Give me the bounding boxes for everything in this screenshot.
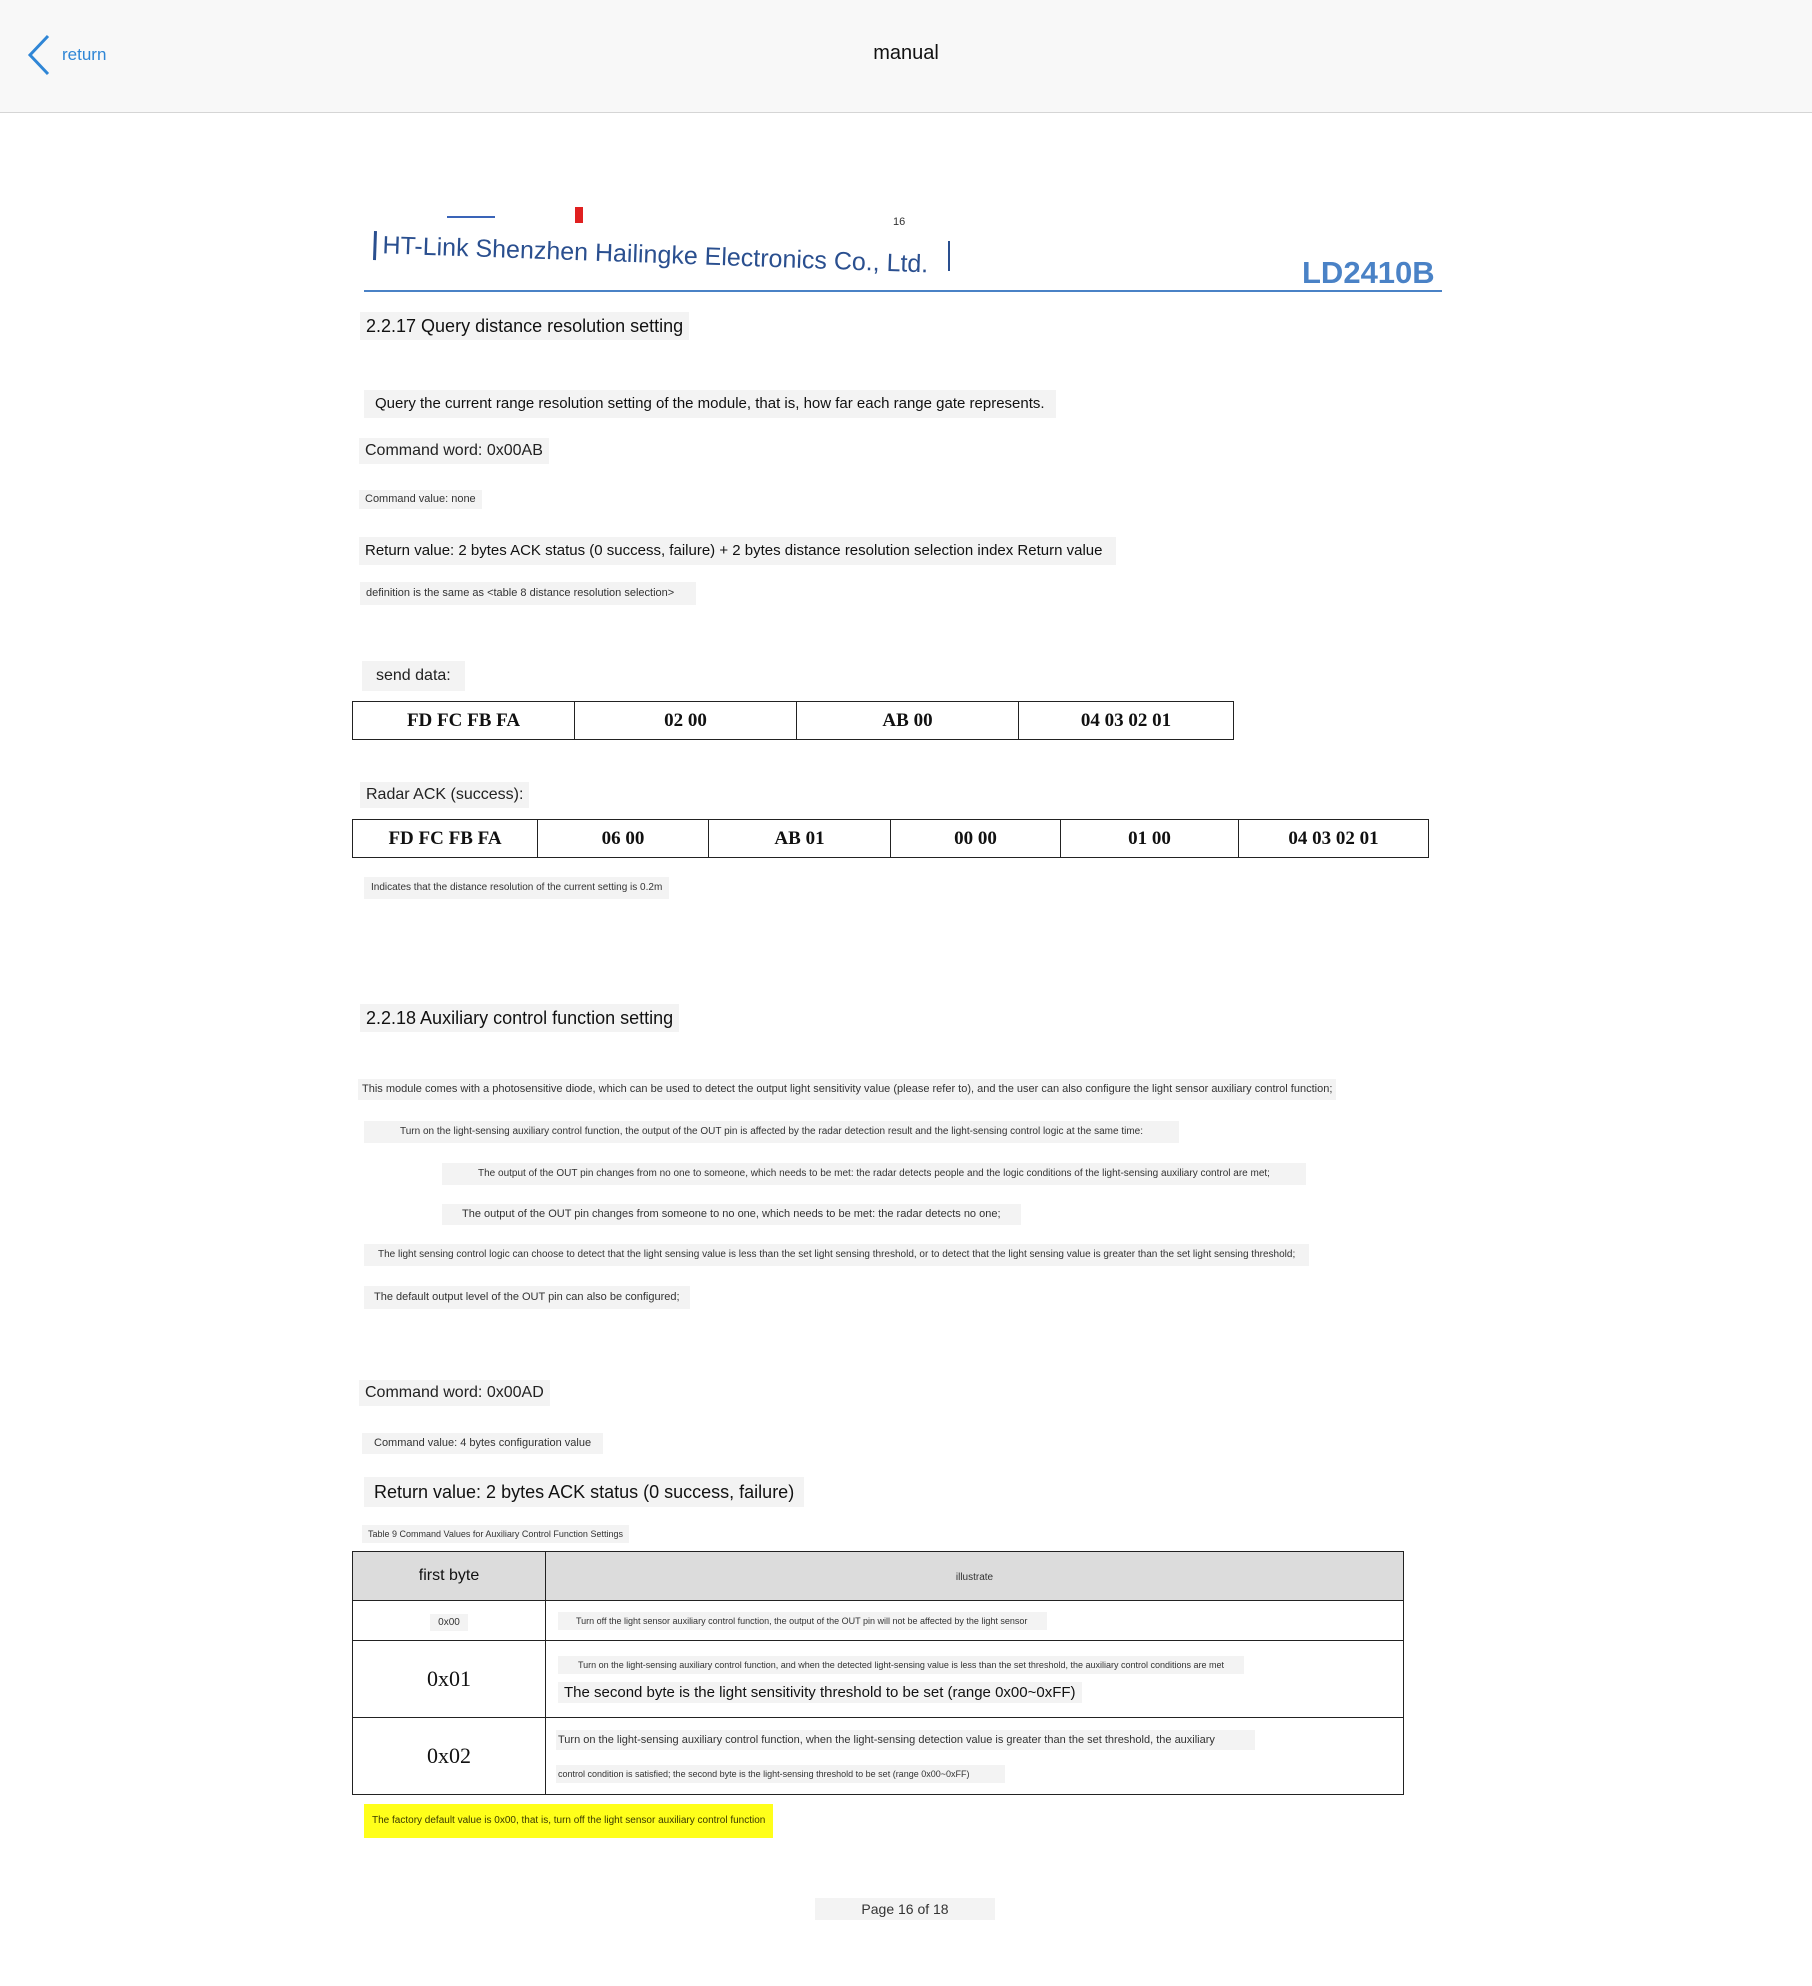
table-row: [353, 1718, 1404, 1795]
page-title: manual: [873, 42, 939, 64]
send-byte-length: 02 00: [575, 702, 797, 740]
send-byte-command: AB 00: [797, 702, 1019, 740]
auxiliary-control-table: [352, 1551, 1404, 1795]
table-header-illustrate: illustrate: [546, 1552, 1404, 1601]
s218-paragraph-4: The output of the OUT pin changes from someone to no one, which needs to be met: the radar detects no one;: [442, 1204, 1021, 1225]
model-name: LD2410B: [1302, 255, 1435, 290]
table-9-caption: Table 9 Command Values for Auxiliary Control Function Settings: [362, 1525, 629, 1543]
row-first-byte: 0x02: [353, 1718, 546, 1795]
ack-byte-status: 00 00: [891, 820, 1061, 858]
company-name: HT-Link Shenzhen Hailingke Electronics Co., Ltd.: [373, 231, 929, 279]
header-rule: [364, 290, 1442, 292]
section-heading-2-2-17: 2.2.17 Query distance resolution setting: [360, 312, 689, 340]
s217-command-value: Command value: none: [359, 490, 482, 509]
factory-default-note: The factory default value is 0x00, that is, turn off the light sensor auxiliary control function: [364, 1804, 773, 1838]
send-byte-footer: 04 03 02 01: [1019, 702, 1234, 740]
row-illustrate: Turn off the light sensor auxiliary control function, the output of the OUT pin will not be affected by the light sensor: [546, 1601, 1404, 1641]
s218-paragraph-1: This module comes with a photosensitive diode, which can be used to detect the output light sensitivity value (please refer to), and the user can also configure the light sensor auxiliary control function;: [358, 1079, 1336, 1100]
send-data-table: [352, 701, 1234, 740]
table-header-first-byte: first byte: [353, 1552, 546, 1601]
ack-byte-header: FD FC FB FA: [353, 820, 538, 858]
s217-return-definition: definition is the same as <table 8 distance resolution selection>: [360, 582, 696, 605]
ack-byte-footer: 04 03 02 01: [1239, 820, 1429, 858]
ack-data-table: [352, 819, 1429, 858]
logo-mark: [575, 207, 583, 223]
section-heading-2-2-18: 2.2.18 Auxiliary control function setting: [360, 1004, 679, 1032]
logo-accent: [447, 216, 495, 218]
s218-paragraph-3: The output of the OUT pin changes from no one to someone, which needs to be met: the radar detects people and the logic conditions of the light-sensing auxiliary control are met;: [442, 1163, 1306, 1185]
s218-command-word: Command word: 0x00AD: [359, 1380, 550, 1406]
send-data-label: send data:: [362, 661, 465, 691]
table-row: [353, 1601, 1404, 1641]
s218-paragraph-2: Turn on the light-sensing auxiliary control function, the output of the OUT pin is affected by the radar detection result and the light-sensing control logic at the same time:: [364, 1121, 1179, 1143]
s218-return-value: Return value: 2 bytes ACK status (0 success, failure): [364, 1477, 804, 1507]
row-illustrate: Turn on the light-sensing auxiliary control function, when the light-sensing detection value is greater than the set threshold, the auxiliary control condition is satisfied; the second byte is the light-sensing threshold to be set (range 0x00~0xFF): [546, 1718, 1404, 1795]
s217-command-word: Command word: 0x00AB: [359, 438, 549, 464]
return-label: return: [62, 45, 107, 64]
ack-note: Indicates that the distance resolution of the current setting is 0.2m: [364, 877, 669, 899]
ack-byte-command: AB 01: [709, 820, 891, 858]
radar-ack-label: Radar ACK (success):: [360, 782, 529, 808]
document-page[interactable]: [0, 113, 1812, 1986]
s218-command-value: Command value: 4 bytes configuration value: [362, 1433, 603, 1454]
s217-return-value: Return value: 2 bytes ACK status (0 success, failure) + 2 bytes distance resolution selection index Return value: [359, 537, 1116, 565]
ack-byte-length: 06 00: [538, 820, 709, 858]
s218-paragraph-5: The light sensing control logic can choose to detect that the light sensing value is less than the set light sensing threshold, or to detect that the light sensing value is greater than the set light sensing threshold;: [364, 1244, 1309, 1266]
row-first-byte: 0x00: [353, 1601, 546, 1641]
page-footer: Page 16 of 18: [815, 1898, 995, 1920]
row-first-byte: 0x01: [353, 1641, 546, 1718]
top-bar: [0, 0, 1812, 113]
s217-description: Query the current range resolution setting of the module, that is, how far each range gate represents.: [364, 390, 1056, 418]
send-byte-header: FD FC FB FA: [353, 702, 575, 740]
header-page-number: 16: [893, 216, 906, 228]
header-divider: [948, 241, 950, 271]
ack-byte-index: 01 00: [1061, 820, 1239, 858]
s218-paragraph-6: The default output level of the OUT pin can also be configured;: [364, 1286, 690, 1309]
table-row: [353, 1641, 1404, 1718]
row-illustrate: Turn on the light-sensing auxiliary control function, and when the detected light-sensing value is less than the set threshold, the auxiliary control conditions are met The second byte is the light sensitivity threshold to be set (range 0x00~0xFF): [546, 1641, 1404, 1718]
